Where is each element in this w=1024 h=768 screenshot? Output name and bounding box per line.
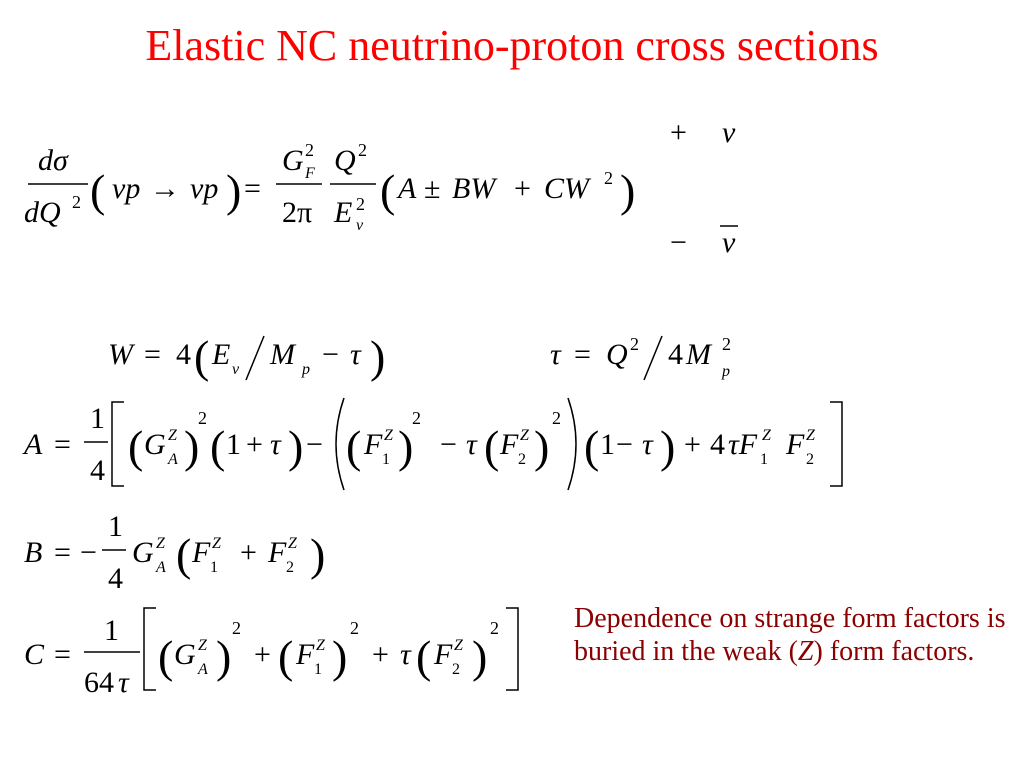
svg-text:2: 2 (232, 618, 241, 638)
svg-text:2: 2 (72, 192, 81, 212)
svg-text:ν: ν (232, 361, 240, 378)
svg-text:1: 1 (90, 402, 105, 435)
svg-text:): ) (398, 421, 414, 472)
svg-text:(: ( (380, 165, 396, 216)
svg-text:F: F (192, 536, 211, 569)
svg-text:±: ± (424, 172, 441, 205)
svg-text:F: F (296, 638, 315, 671)
svg-text:+: + (246, 428, 263, 461)
svg-text:(: ( (194, 331, 210, 382)
svg-text:τ: τ (400, 638, 411, 671)
svg-text:4: 4 (108, 562, 123, 595)
svg-text:A: A (198, 661, 208, 678)
svg-text:=: = (54, 428, 71, 461)
svg-text:4: 4 (710, 428, 725, 461)
svg-text:+: + (254, 638, 271, 671)
svg-text:2: 2 (356, 194, 365, 214)
neutrino-sign-labels (670, 116, 738, 259)
svg-text:1: 1 (226, 428, 241, 461)
svg-text:dQ: dQ (24, 196, 61, 229)
svg-text:A: A (398, 172, 417, 205)
svg-text:64: 64 (84, 666, 114, 699)
svg-text:Z: Z (212, 535, 221, 552)
strange-form-factor-note: Dependence on strange form factors is buried in the weak (Z) form factors. (574, 603, 1006, 668)
svg-text:2: 2 (412, 408, 421, 428)
svg-text:−: − (322, 338, 339, 371)
svg-text:Z: Z (520, 427, 529, 444)
svg-text:dσ: dσ (38, 144, 68, 177)
svg-text:τ: τ (270, 428, 281, 461)
svg-text:ν: ν (356, 217, 364, 234)
svg-text:M: M (270, 338, 295, 371)
svg-text:(: ( (584, 421, 600, 472)
svg-text:): ) (310, 529, 326, 580)
svg-text:τ: τ (466, 428, 477, 461)
svg-text:ν: ν (722, 226, 736, 259)
svg-text:): ) (226, 165, 242, 216)
svg-text:(: ( (278, 631, 294, 682)
svg-text:2π: 2π (282, 196, 313, 229)
cross-section-equation (24, 140, 635, 234)
svg-text:): ) (332, 631, 348, 682)
svg-text:1: 1 (314, 661, 322, 678)
svg-text:2: 2 (490, 618, 499, 638)
svg-text:(: ( (128, 421, 144, 472)
svg-text:G: G (282, 144, 304, 177)
svg-text:A: A (168, 451, 178, 468)
svg-text:F: F (268, 536, 287, 569)
svg-text:2: 2 (358, 140, 367, 160)
svg-text:2: 2 (518, 451, 526, 468)
sign-plus: + (670, 116, 687, 149)
svg-text:=: = (54, 536, 71, 569)
b-definition (24, 510, 325, 595)
svg-text:): ) (216, 631, 232, 682)
svg-text:): ) (288, 421, 304, 472)
svg-text:F: F (500, 428, 519, 461)
svg-text:1: 1 (382, 451, 390, 468)
svg-text:CW: CW (544, 172, 589, 205)
svg-text:+: + (514, 172, 531, 205)
svg-text:F: F (364, 428, 383, 461)
svg-text:(: ( (90, 165, 106, 216)
svg-text:): ) (472, 631, 488, 682)
svg-text:F: F (305, 165, 315, 182)
svg-text:Z: Z (762, 427, 771, 444)
svg-text:−: − (306, 428, 323, 461)
svg-text:E: E (334, 196, 353, 229)
svg-text:−: − (80, 536, 97, 569)
svg-text:(: ( (158, 631, 174, 682)
svg-text:2: 2 (286, 559, 294, 576)
svg-text:2: 2 (552, 408, 561, 428)
svg-text:p: p (722, 363, 730, 380)
svg-text:A: A (24, 428, 43, 461)
svg-text:(: ( (176, 529, 192, 580)
svg-text:νp: νp (112, 172, 141, 205)
svg-text:W: W (108, 338, 133, 371)
svg-text:p: p (302, 361, 310, 378)
svg-text:): ) (620, 165, 636, 216)
svg-text:+: + (240, 536, 257, 569)
svg-text:1: 1 (760, 451, 768, 468)
svg-text:): ) (660, 421, 676, 472)
svg-text:Z: Z (198, 637, 207, 654)
svg-text:): ) (184, 421, 200, 472)
svg-text:(: ( (210, 421, 226, 472)
svg-text:2: 2 (806, 451, 814, 468)
svg-text:τ: τ (350, 338, 361, 371)
svg-text:E: E (212, 338, 231, 371)
svg-text:(: ( (416, 631, 432, 682)
svg-text:F: F (786, 428, 805, 461)
svg-text:Z: Z (288, 535, 297, 552)
svg-text:4: 4 (668, 338, 683, 371)
c-definition (24, 608, 518, 699)
svg-text:M: M (686, 338, 711, 371)
svg-text:Q: Q (334, 144, 356, 177)
svg-text:): ) (370, 331, 386, 382)
svg-text:2: 2 (604, 168, 613, 188)
svg-text:4: 4 (176, 338, 191, 371)
nu-label: ν (722, 116, 736, 149)
z-boson-label: Z (797, 636, 814, 668)
tau-definition (550, 334, 731, 380)
svg-text:G: G (144, 428, 166, 461)
svg-text:Z: Z (384, 427, 393, 444)
svg-text:1: 1 (104, 614, 119, 647)
w-definition (108, 331, 385, 382)
svg-text:→: → (150, 172, 180, 205)
svg-text:νp: νp (190, 172, 219, 205)
svg-text:G: G (132, 536, 154, 569)
svg-text:BW: BW (452, 172, 496, 205)
svg-text:(: ( (346, 421, 362, 472)
slide-title: Elastic NC neutrino-proton cross sections (145, 21, 879, 70)
svg-text:Z: Z (454, 637, 463, 654)
svg-text:F: F (434, 638, 453, 671)
svg-text:τ: τ (118, 666, 129, 699)
svg-text:A: A (156, 559, 166, 576)
svg-text:=: = (244, 172, 261, 205)
svg-text:2: 2 (452, 661, 460, 678)
svg-text:τ: τ (550, 338, 561, 371)
svg-text:=: = (144, 338, 161, 371)
svg-text:=: = (574, 338, 591, 371)
svg-text:+: + (684, 428, 701, 461)
svg-text:τ: τ (642, 428, 653, 461)
svg-text:4: 4 (90, 454, 105, 487)
svg-text:2: 2 (305, 140, 314, 160)
svg-text:(: ( (484, 421, 500, 472)
svg-text:+: + (372, 638, 389, 671)
svg-text:Q: Q (606, 338, 628, 371)
svg-text:2: 2 (722, 334, 731, 354)
svg-text:Z: Z (316, 637, 325, 654)
svg-text:1: 1 (210, 559, 218, 576)
svg-text:G: G (174, 638, 196, 671)
svg-text:=: = (54, 638, 71, 671)
svg-text:2: 2 (630, 334, 639, 354)
svg-text:Z: Z (168, 427, 177, 444)
svg-text:2: 2 (350, 618, 359, 638)
svg-text:Z: Z (156, 535, 165, 552)
svg-text:Z: Z (806, 427, 815, 444)
svg-text:C: C (24, 638, 45, 671)
svg-text:B: B (24, 536, 43, 569)
svg-text:2: 2 (198, 408, 207, 428)
svg-text:1: 1 (600, 428, 615, 461)
svg-text:−: − (616, 428, 633, 461)
svg-text:): ) (534, 421, 550, 472)
a-definition (22, 398, 842, 490)
svg-text:−: − (440, 428, 457, 461)
svg-text:1: 1 (108, 510, 123, 543)
svg-text:τF: τF (728, 428, 758, 461)
sign-minus: − (670, 226, 687, 259)
